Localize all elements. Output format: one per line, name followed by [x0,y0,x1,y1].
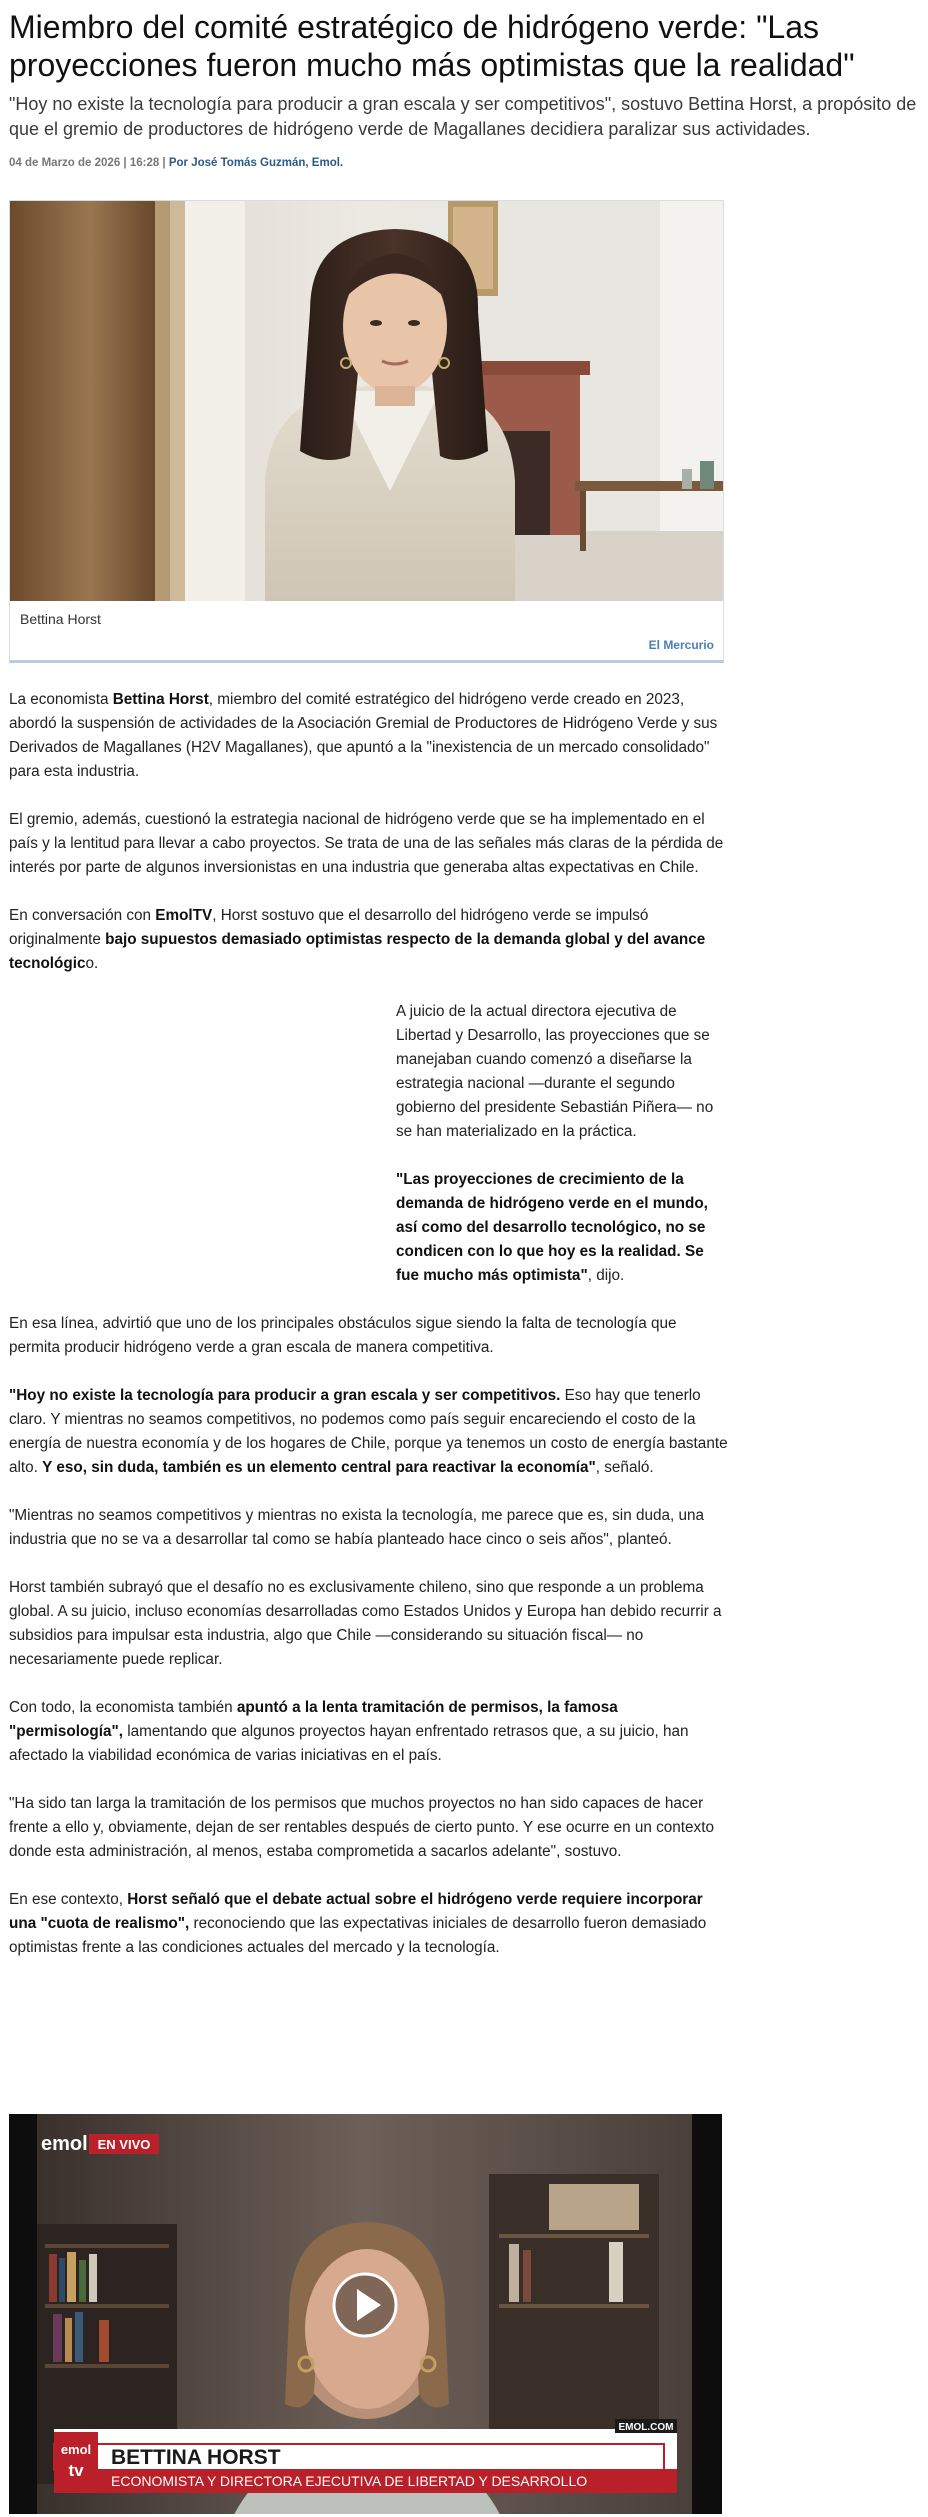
paragraph: En esa línea, advirtió que uno de los principales obstáculos sigue siendo la falta de tecnología que permita producir hidrógeno verde a gran escala de manera competitiva. [9,1315,677,1356]
emol-logo: emol [60,2442,92,2457]
article-date: 04 de Marzo de 2026 | 16:28 | [9,157,169,169]
site-label: EMOL.COM [618,2422,674,2433]
live-badge: EN VIVO [97,2137,151,2152]
paragraph: La economista Bettina Horst, miembro del comité estratégico del hidrógeno verde creado en 2023, abordó la suspensión de actividades de la Asociación Gremial de Productores de Hidrógeno Verde y sus Derivados de Magallanes (H2V Magallanes), que apuntó a la "inexistencia de un mercado consolidado" para esta industria. [9,691,718,780]
lower-third-role: ECONOMISTA Y DIRECTORA EJECUTIVA DE LIBERTAD Y DESARROLLO [111,2473,588,2489]
paragraph: Con todo, la economista también apuntó a la lenta tramitación de permisos, la famosa "permisología", lamentando que algunos proyectos hayan enfrentado retrasos que, a su juicio, han afectado la viabilidad económica de varias iniciativas en el país. [9,1699,689,1764]
lower-third-name: BETTINA HORST [111,2446,281,2469]
emoltv-link[interactable]: EmolTV [155,907,213,924]
main-photo [10,201,723,601]
video-frame [9,2114,722,2514]
article-body [9,688,729,1984]
paragraph: A juicio de la actual directora ejecutiva de Libertad y Desarrollo, las proyecciones que se manejaban cuando comenzó a diseñarse la estrategia nacional —durante el segundo gobierno del presidente Sebastián Piñera— no se han materializado en la práctica. [396,1003,714,1140]
paragraph: El gremio, además, cuestionó la estrategia nacional de hidrógeno verde que se ha implementado en el país y la lentitud para llevar a cabo proyectos. Se trata de una de las señales más claras de la pérdida de interés por parte de algunos inversionistas en una industria que generaba altas expectativas en Chile. [9,811,724,876]
article-subtitle: "Hoy no existe la tecnología para producir a gran escala y ser competitivos", sostuvo Bettina Horst, a propósito de que el gremio de productores de hidrógeno verde de Magallanes decidiera paralizar sus actividades. [9,94,917,139]
article-meta [9,157,343,169]
paragraph: "Mientras no seamos competitivos y mientras no exista la tecnología, me parece que es, sin duda, una industria que no se va a desarrollar tal como se había planteado hace cinco o seis años", planteó. [9,1507,705,1548]
main-figure [9,200,724,663]
paragraph: Horst también subrayó que el desafío no es exclusivamente chileno, sino que responde a un problema global. A su juicio, incluso economías desarrolladas como Estados Unidos y Europa han debido recurrir a subsidios para impulsar esta industria, algo que Chile —considerando su situación fiscal— no necesariamente puede replicar. [9,1579,722,1668]
figure-credit: El Mercurio [648,638,714,652]
paragraph: "Las proyecciones de crecimiento de la demanda de hidrógeno verde en el mundo, así como del desarrollo tecnológico, no se condicen con lo que hoy es la realidad. Se fue mucho más optimista", dijo. [396,1171,708,1284]
paragraph: "Ha sido tan larga la tramitación de los permisos que muchos proyectos no han sido capaces de hacer frente a ello y, obviamente, dejan de ser rentables después de cierto punto. Y ese ocurre en un contexto donde esta administración, al menos, estaba comprometida a sacarlos adelante", sostuvo. [9,1795,714,1860]
article-title: Miembro del comité estratégico de hidrógeno verde: "Las proyecciones fueron mucho más optimistas que la realidad" [9,9,855,83]
paragraph: En ese contexto, Horst señaló que el debate actual sobre el hidrógeno verde requiere incorporar una "cuota de realismo", reconociendo que las expectativas iniciales de desarrollo fueron demasiado optimistas frente a las condiciones actuales del mercado y la tecnología. [9,1891,707,1956]
article-author[interactable]: Por José Tomás Guzmán, Emol. [168,157,344,169]
emol-watermark: emol [41,2133,88,2155]
figure-caption: Bettina Horst [20,611,101,627]
ad-slot [9,1000,396,1288]
tv-logo: tv [68,2461,84,2480]
paragraph: En conversación con EmolTV, Horst sostuvo que el desarrollo del hidrógeno verde se impulsó originalmente bajo supuestos demasiado optimistas respecto de la demanda global y del avance tecnológico. [9,907,706,972]
paragraph: "Hoy no existe la tecnología para producir a gran escala y ser competitivos. Eso hay que tenerlo claro. Y mientras no seamos competitivos, no podemos como país seguir encareciendo el costo de la energía de nuestra economía y de los hogares de Chile, porque ya tenemos un costo de energía bastante alto. Y eso, sin duda, también es un elemento central para reactivar la economía", señaló. [9,1387,728,1476]
video-player[interactable] [9,2114,722,2514]
